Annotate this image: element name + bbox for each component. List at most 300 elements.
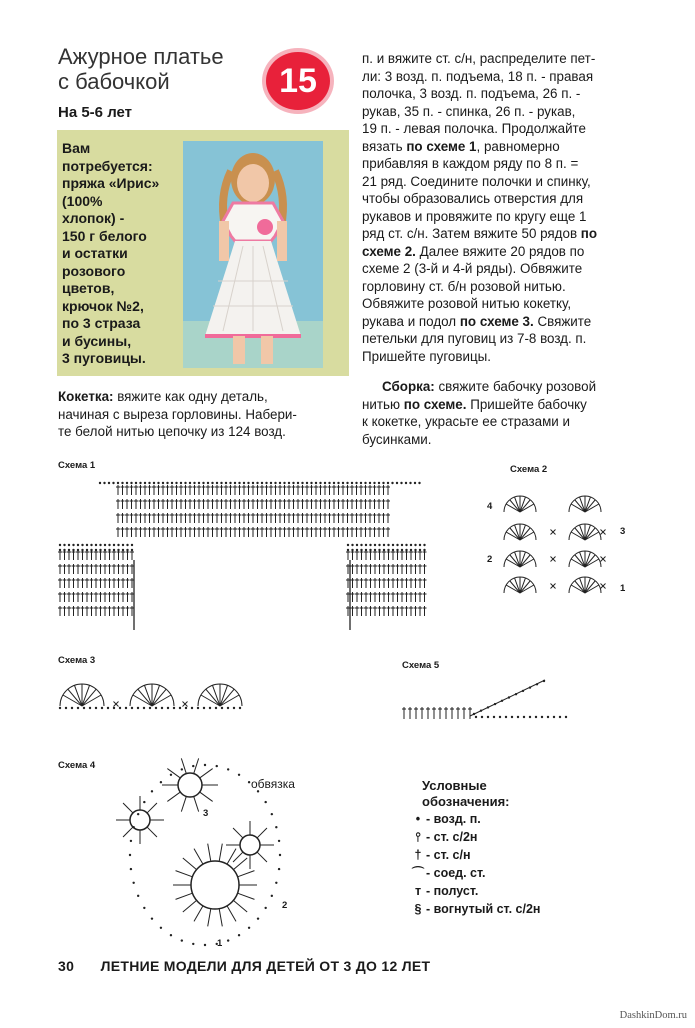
materials-line: и бусины,: [62, 332, 132, 349]
chain-dot: [107, 707, 109, 709]
chain-dot: [239, 707, 241, 709]
chain-dot: [374, 544, 376, 546]
fan-stitch: [206, 689, 220, 706]
chain-dot: [505, 716, 507, 718]
materials-line: и остатки: [62, 245, 128, 261]
chain-dot: [387, 549, 389, 551]
chain-dot: [347, 549, 349, 551]
ring-stitch: [183, 900, 197, 912]
chain-dot: [139, 482, 141, 484]
ring-stitch: [208, 844, 211, 862]
chain-dot: [198, 482, 200, 484]
fan-stitch: [74, 685, 82, 706]
article-title: Ажурное платье с бабочкой: [58, 44, 224, 94]
ring-stitch: [219, 844, 222, 862]
chain-dot: [342, 482, 344, 484]
ring-stitch: [257, 852, 267, 862]
chain-dot: [63, 544, 65, 546]
ring-stitch: [176, 893, 193, 899]
ring-stitch: [194, 849, 203, 865]
legend-text: - соед. ст.: [426, 866, 486, 880]
yoke-instructions: Кокетка: вяжите как одну деталь, начиная с выреза горловины. Набери- те белой нитью цепочку из 124 возд.: [58, 389, 297, 439]
chain-dot: [396, 544, 398, 546]
age-label: На 5-6 лет: [58, 104, 133, 121]
chain-dot: [86, 544, 88, 546]
chain-dot: [137, 895, 139, 897]
chain-dot: [104, 544, 106, 546]
chain-dot: [238, 482, 240, 484]
chain-dot: [378, 482, 380, 484]
ring-stitch: [194, 906, 203, 922]
chain-dot: [137, 707, 139, 709]
chain-dot: [501, 700, 503, 702]
chain-dot: [131, 707, 133, 709]
center-ring: [240, 835, 260, 855]
chain-dot: [63, 549, 65, 551]
chain-dot: [108, 549, 110, 551]
fan-stitch: [138, 689, 152, 706]
fan-stitch: [575, 500, 585, 512]
fan-stitch: [585, 500, 595, 512]
chain-dot: [126, 544, 128, 546]
fan-stitch: [68, 689, 82, 706]
chain-dot: [378, 544, 380, 546]
chain-dot: [535, 716, 537, 718]
chain-dot: [170, 774, 172, 776]
chain-dot: [151, 790, 153, 792]
chain-dot: [144, 482, 146, 484]
ring-stitch: [181, 796, 186, 811]
chain-dot: [227, 707, 229, 709]
fan-stitch: [510, 500, 520, 512]
chain-dot: [153, 482, 155, 484]
scheme-2-row-2: 2: [487, 554, 493, 565]
fan-stitch: [63, 695, 82, 706]
chain-dot: [392, 544, 394, 546]
legend-symbol-icon: §: [414, 902, 422, 916]
materials-line: потребуется:: [62, 157, 153, 174]
chain-dot: [99, 549, 101, 551]
fan-stitch: [82, 689, 96, 706]
scheme-4-row-2: 2: [282, 900, 288, 911]
chain-dot: [264, 801, 266, 803]
ring-stitch: [194, 796, 199, 811]
legend-text: - возд. п.: [426, 812, 481, 826]
chain-dot: [423, 549, 425, 551]
chain-dot: [396, 482, 398, 484]
chain-dot: [130, 868, 132, 870]
chain-dot: [72, 544, 74, 546]
chain-dot: [171, 482, 173, 484]
chain-dot: [90, 549, 92, 551]
chain-dot: [419, 549, 421, 551]
chain-dot: [204, 764, 206, 766]
fan-stitch: [152, 689, 166, 706]
ring-stitch: [167, 769, 180, 778]
legend-symbol-icon: •: [415, 812, 421, 826]
chain-dot: [157, 482, 159, 484]
fan-stitch: [575, 581, 585, 593]
chain-dot: [68, 549, 70, 551]
chain-dot: [247, 482, 249, 484]
fan-stitch: [520, 555, 530, 567]
chain-dot: [351, 549, 353, 551]
fan-stitch: [585, 555, 595, 567]
ring-stitch: [167, 792, 180, 801]
chain-dot: [216, 482, 218, 484]
scheme-4-edging-label: обвязка: [251, 777, 295, 791]
chain-dot: [173, 707, 175, 709]
chain-dot: [383, 544, 385, 546]
chain-dot: [132, 826, 134, 828]
page-number: 30: [58, 958, 75, 974]
chain-dot: [143, 707, 145, 709]
chain-dot: [125, 707, 127, 709]
chain-dot: [130, 482, 132, 484]
chain-dot: [356, 544, 358, 546]
chain-dot: [117, 544, 119, 546]
chain-dot: [227, 939, 229, 941]
ring-stitch: [233, 852, 243, 862]
ring-stitch: [123, 827, 133, 837]
chain-dot: [234, 482, 236, 484]
chain-dot: [160, 781, 162, 783]
chain-dot: [225, 482, 227, 484]
scheme-1-label: Схема 1: [58, 460, 96, 471]
chain-dot: [193, 482, 195, 484]
chain-dot: [203, 707, 205, 709]
chain-dot: [261, 482, 263, 484]
chain-dot: [351, 544, 353, 546]
page-footer: [58, 958, 430, 974]
chain-dot: [337, 482, 339, 484]
chain-dot: [383, 549, 385, 551]
fan-stitch: [510, 581, 520, 593]
scheme-4-row-1: 1: [217, 938, 223, 949]
chain-dot: [374, 549, 376, 551]
chain-dot: [113, 549, 115, 551]
legend-item: [410, 882, 540, 900]
chain-dot: [409, 482, 411, 484]
ring-stitch: [233, 828, 243, 838]
fan-stitch: [220, 685, 228, 706]
legend-symbol-icon: †: [414, 848, 422, 862]
chain-dot: [405, 544, 407, 546]
chain-dot: [536, 683, 538, 685]
chain-dot: [71, 707, 73, 709]
chain-dot: [95, 707, 97, 709]
chain-dot: [333, 482, 335, 484]
chain-dot: [292, 482, 294, 484]
chain-dot: [101, 707, 103, 709]
chain-dot: [215, 707, 217, 709]
chain-dot: [86, 549, 88, 551]
scheme-2-row-3: 3: [620, 526, 626, 537]
chain-dot: [423, 544, 425, 546]
materials-line: Вам: [62, 140, 91, 156]
legend-text: - вогнутый ст. с/2н: [426, 902, 541, 916]
chain-dot: [113, 544, 115, 546]
fan-stitch: [520, 528, 530, 540]
chain-dot: [248, 927, 250, 929]
chain-dot: [315, 482, 317, 484]
chain-dot: [243, 482, 245, 484]
model-number-badge: 15: [266, 52, 330, 110]
chain-dot: [104, 549, 106, 551]
chain-dot: [522, 690, 524, 692]
chain-dot: [401, 544, 403, 546]
instructions-column: п. и вяжите ст. с/н, распределите пет- ли: 3 возд. п. подъема, 18 п. - правая полочка, 3 возд. п. подъема, 26 п. - рукав, 35 п. - спинка, 26 п. - рукав, 19 п. - левая полочка. Продолжайте вязать по схеме 1, равномерно прибавляя в каждом ряду по 8 п. = 21 ряд. Соедините полочки и спинку, чтобы образовались отверстия для рукавов и провяжите по кругу еще 1 ряд ст. с/н. Затем вяжите 50 рядов по схеме 2. Далее вяжите 20 рядов по схеме 2 (3-й и 4-й ряды). Обвяжите горловину ст. б/н розовой нитью. Обвяжите розовой нитью кокетку, рукава и подол по схеме 3. Свяжите петельки для пуговиц из 7-8 возд. п. Пришейте пуговицы.: [362, 51, 598, 364]
fan-stitch: [585, 581, 595, 593]
chain-dot: [271, 895, 273, 897]
fan-stitch: [212, 685, 220, 706]
chain-dot: [130, 840, 132, 842]
chain-dot: [59, 707, 61, 709]
chain-dot: [414, 549, 416, 551]
chain-dot: [499, 716, 501, 718]
ring-stitch: [238, 893, 255, 899]
ring-stitch: [176, 871, 193, 877]
center-ring: [178, 773, 202, 797]
materials-line: 3 пуговицы.: [62, 350, 146, 366]
chain-dot: [264, 907, 266, 909]
chain-dot: [151, 917, 153, 919]
legend-item: [410, 900, 540, 918]
fan-stitch: [520, 581, 530, 593]
chain-dot: [288, 482, 290, 484]
chain-dot: [382, 482, 384, 484]
legend-item: [410, 846, 540, 864]
magazine-title: ЛЕТНИЕ МОДЕЛИ ДЛЯ ДЕТЕЙ ОТ 3 ДО 12 ЛЕТ: [100, 958, 431, 974]
materials-line: крючок №2,: [62, 297, 144, 314]
chain-dot: [81, 549, 83, 551]
chain-dot: [405, 549, 407, 551]
chain-dot: [541, 716, 543, 718]
chain-dot: [252, 482, 254, 484]
fan-stitch: [510, 555, 520, 567]
chain-dot: [283, 482, 285, 484]
chain-dot: [360, 549, 362, 551]
fan-stitch: [585, 528, 595, 540]
chain-dot: [117, 482, 119, 484]
chain-dot: [221, 707, 223, 709]
chain-dot: [529, 716, 531, 718]
chain-dot: [135, 482, 137, 484]
chain-dot: [179, 707, 181, 709]
chain-dot: [365, 549, 367, 551]
chain-dot: [90, 544, 92, 546]
chain-dot: [279, 854, 281, 856]
chain-dot: [297, 482, 299, 484]
chain-dot: [392, 549, 394, 551]
chain-dot: [511, 716, 513, 718]
chain-dot: [132, 882, 134, 884]
chain-dot: [414, 544, 416, 546]
chain-dot: [346, 482, 348, 484]
scheme-2-row-4: 4: [487, 501, 493, 512]
chain-dot: [126, 482, 128, 484]
materials-line: по 3 страза: [62, 315, 141, 331]
chain-dot: [99, 544, 101, 546]
legend-symbol-icon: т: [414, 884, 422, 898]
chain-dot: [410, 544, 412, 546]
chain-dot: [369, 544, 371, 546]
chain-dot: [328, 482, 330, 484]
chain-dot: [529, 686, 531, 688]
chain-dot: [68, 544, 70, 546]
chain-dot: [99, 482, 101, 484]
chain-dot: [275, 882, 277, 884]
chain-dot: [418, 482, 420, 484]
chain-dot: [365, 544, 367, 546]
chain-dot: [360, 544, 362, 546]
chain-dot: [517, 716, 519, 718]
chain-dot: [59, 549, 61, 551]
fan-stitch: [220, 689, 234, 706]
chain-dot: [559, 716, 561, 718]
chain-dot: [387, 544, 389, 546]
chain-dot: [565, 716, 567, 718]
chain-dot: [369, 482, 371, 484]
legend-list: [410, 810, 540, 918]
chain-dot: [238, 774, 240, 776]
chain-dot: [351, 482, 353, 484]
chain-dot: [181, 768, 183, 770]
scheme-5-label: Схема 5: [402, 660, 440, 671]
chain-dot: [301, 482, 303, 484]
chain-dot: [131, 544, 133, 546]
legend-text: - ст. с/н: [426, 848, 471, 862]
ring-stitch: [123, 803, 133, 813]
chain-dot: [108, 544, 110, 546]
chain-dot: [121, 482, 123, 484]
ring-stitch: [183, 858, 197, 870]
chain-dot: [166, 482, 168, 484]
chain-dot: [112, 482, 114, 484]
chain-dot: [543, 680, 545, 682]
chain-dot: [508, 696, 510, 698]
fan-stitch: [82, 695, 101, 706]
chain-dot: [400, 482, 402, 484]
chain-dot: [122, 549, 124, 551]
chain-dot: [387, 482, 389, 484]
chain-dot: [143, 801, 145, 803]
chain-dot: [103, 482, 105, 484]
scheme-2-row-1: 1: [620, 583, 626, 594]
center-ring: [191, 861, 239, 909]
chain-dot: [180, 482, 182, 484]
chain-dot: [191, 707, 193, 709]
chain-dot: [270, 482, 272, 484]
chain-dot: [131, 549, 133, 551]
chain-dot: [256, 482, 258, 484]
chain-dot: [271, 813, 273, 815]
chain-dot: [275, 826, 277, 828]
legend-title: Условные обозначения:: [422, 778, 510, 809]
chain-dot: [175, 482, 177, 484]
chain-dot: [553, 716, 555, 718]
fan-stitch: [575, 528, 585, 540]
fan-stitch: [220, 695, 239, 706]
chain-dot: [405, 482, 407, 484]
materials-line: (100%: [62, 192, 103, 209]
ring-stitch: [147, 827, 157, 837]
ring-stitch: [227, 849, 236, 865]
chain-dot: [369, 549, 371, 551]
chain-dot: [170, 934, 172, 936]
chain-dot: [278, 868, 280, 870]
legend-item: [410, 864, 540, 882]
chain-dot: [81, 544, 83, 546]
fan-stitch: [133, 695, 152, 706]
chain-dot: [364, 482, 366, 484]
legend-item: [410, 828, 540, 846]
chain-dot: [238, 934, 240, 936]
chain-dot: [83, 707, 85, 709]
chain-dot: [72, 549, 74, 551]
chain-dot: [493, 716, 495, 718]
chain-dot: [220, 482, 222, 484]
chain-dot: [265, 482, 267, 484]
fan-stitch: [152, 695, 171, 706]
chain-dot: [257, 917, 259, 919]
chain-dot: [95, 549, 97, 551]
chain-dot: [204, 944, 206, 946]
chain-dot: [233, 707, 235, 709]
chain-dot: [319, 482, 321, 484]
chain-dot: [401, 549, 403, 551]
legend-symbol-icon: ⫯: [415, 830, 421, 844]
ring-stitch: [257, 828, 267, 838]
chain-dot: [414, 482, 416, 484]
chain-dot: [192, 943, 194, 945]
chain-dot: [410, 549, 412, 551]
chain-dot: [278, 840, 280, 842]
chain-dot: [129, 854, 131, 856]
chain-dot: [143, 907, 145, 909]
fan-stitch: [520, 500, 530, 512]
chain-dot: [523, 716, 525, 718]
chain-dot: [77, 549, 79, 551]
chain-dot: [192, 765, 194, 767]
chain-dot: [137, 813, 139, 815]
legend-text: - ст. с/2н: [426, 830, 478, 844]
materials-line: розового: [62, 262, 126, 279]
chain-dot: [181, 939, 183, 941]
ring-stitch: [208, 909, 211, 927]
chain-dot: [229, 482, 231, 484]
chain-dot: [89, 707, 91, 709]
chain-dot: [126, 549, 128, 551]
legend-text: - полуст.: [426, 884, 479, 898]
ring-stitch: [200, 792, 213, 801]
scheme-3-label: Схема 3: [58, 655, 96, 666]
chain-dot: [279, 482, 281, 484]
chain-dot: [475, 716, 477, 718]
chain-dot: [216, 765, 218, 767]
chain-dot: [355, 482, 357, 484]
chain-dot: [378, 549, 380, 551]
chain-dot: [148, 482, 150, 484]
chain-dot: [391, 482, 393, 484]
legend-item: [410, 810, 540, 828]
chain-dot: [356, 549, 358, 551]
chain-dot: [487, 706, 489, 708]
chain-dot: [473, 713, 475, 715]
chain-dot: [494, 703, 496, 705]
chain-dot: [207, 482, 209, 484]
scheme-4-label: Схема 4: [58, 760, 96, 771]
